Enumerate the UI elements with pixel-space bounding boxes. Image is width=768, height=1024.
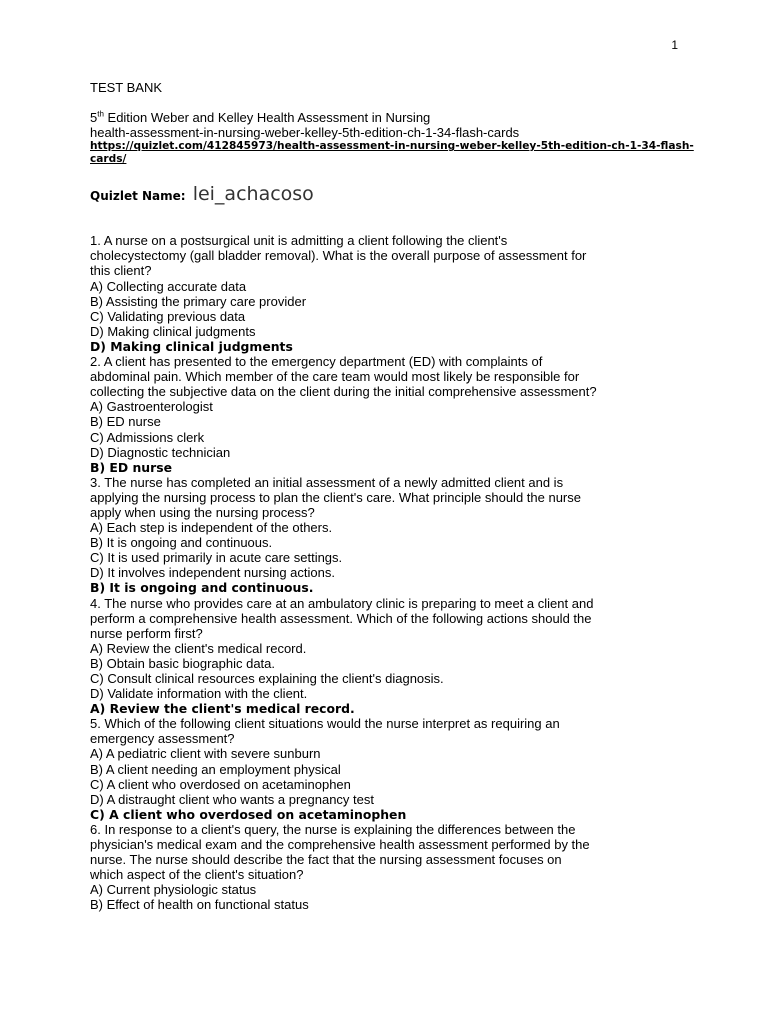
question-stem-line: 6. In response to a client's query, the nurse is explaining the differences between the [90, 821, 576, 837]
question-block [90, 822, 690, 913]
question-list [90, 233, 690, 912]
edition-number: 5 [90, 110, 98, 126]
quizlet-link-part2[interactable]: cards/ [90, 153, 127, 166]
answer-option: C) Validating previous data [90, 308, 246, 324]
question-block [90, 596, 690, 717]
question-stem-line: which aspect of the client's situation? [90, 867, 304, 883]
answer-option: A) Gastroenterologist [90, 399, 213, 415]
answer-option: D) It involves independent nursing actions. [90, 565, 335, 581]
correct-answer: D) Making clinical judgments [90, 338, 293, 354]
answer-option: B) Obtain basic biographic data. [90, 655, 275, 671]
answer-option: B) A client needing an employment physical [90, 761, 341, 777]
question-stem-line: 3. The nurse has completed an initial assessment of a newly admitted client and is [90, 474, 564, 490]
correct-answer: B) ED nurse [90, 459, 173, 475]
quizlet-name-value: lei_achacoso [192, 183, 314, 206]
quizlet-link-part1[interactable]: https://quizlet.com/412845973/health-assessment-in-nursing-weber-kelley-5th-edition-ch-1-34-flash- [90, 140, 694, 153]
answer-option: D) Validate information with the client. [90, 686, 308, 702]
answer-option: A) Each step is independent of the others. [90, 520, 333, 536]
question-block [90, 475, 690, 596]
quizlet-name-row [90, 183, 690, 205]
answer-option: C) Admissions clerk [90, 429, 205, 445]
doc-title: TEST BANK [90, 80, 163, 95]
question-stem-line: emergency assessment? [90, 731, 235, 747]
answer-option: C) It is used primarily in acute care settings. [90, 550, 343, 566]
edition-line [90, 110, 690, 125]
answer-option: A) Review the client's medical record. [90, 640, 307, 656]
correct-answer: B) It is ongoing and continuous. [90, 580, 314, 596]
edition-suffix: th [97, 109, 104, 119]
edition-text: Edition Weber and Kelley Health Assessment in Nursing [103, 110, 431, 126]
answer-option: A) Current physiologic status [90, 882, 257, 898]
quizlet-link[interactable] [90, 140, 694, 166]
question-stem-line: nurse perform first? [90, 625, 203, 641]
question-stem-line: 1. A nurse on a postsurgical unit is admitting a client following the client's [90, 233, 508, 249]
question-stem-line: abdominal pain. Which member of the care team would most likely be responsible for [90, 369, 580, 385]
answer-option: C) A client who overdosed on acetaminophen [90, 776, 351, 792]
question-stem-line: physician's medical exam and the comprehensive health assessment performed by the [90, 837, 590, 853]
question-stem-line: cholecystectomy (gall bladder removal). What is the overall purpose of assessment for [90, 248, 587, 264]
question-stem-line: 4. The nurse who provides care at an ambulatory clinic is preparing to meet a client and [90, 595, 594, 611]
page-number: 1 [671, 38, 678, 52]
answer-option: B) It is ongoing and continuous. [90, 535, 273, 551]
question-stem-line: this client? [90, 263, 152, 279]
correct-answer: C) A client who overdosed on acetaminophen [90, 806, 407, 822]
answer-option: A) Collecting accurate data [90, 278, 247, 294]
question-block [90, 233, 690, 354]
quizlet-name-label: Quizlet Name: [90, 189, 186, 204]
answer-option: D) A distraught client who wants a pregnancy test [90, 791, 374, 807]
answer-option: D) Making clinical judgments [90, 323, 256, 339]
question-block [90, 354, 690, 475]
answer-option: A) A pediatric client with severe sunburn [90, 746, 321, 762]
document-body [90, 80, 694, 913]
answer-option: D) Diagnostic technician [90, 444, 231, 460]
question-stem-line: perform a comprehensive health assessment. Which of the following actions should the [90, 610, 592, 626]
answer-option: B) Effect of health on functional status [90, 897, 309, 913]
slug-line: health-assessment-in-nursing-weber-kelley-5th-edition-ch-1-34-flash-cards [90, 125, 520, 141]
question-stem-line: collecting the subjective data on the client during the initial comprehensive assessment? [90, 384, 597, 400]
question-stem-line: 5. Which of the following client situations would the nurse interpret as requiring an [90, 716, 560, 732]
answer-option: B) Assisting the primary care provider [90, 293, 307, 309]
answer-option: C) Consult clinical resources explaining the client's diagnosis. [90, 671, 444, 686]
question-block [90, 716, 690, 822]
correct-answer: A) Review the client's medical record. [90, 701, 355, 717]
question-stem-line: apply when using the nursing process? [90, 504, 315, 520]
question-stem-line: 2. A client has presented to the emergency department (ED) with complaints of [90, 354, 543, 370]
answer-option: B) ED nurse [90, 414, 161, 430]
question-stem-line: nurse. The nurse should describe the fact that the nursing assessment focuses on [90, 852, 562, 868]
question-stem-line: applying the nursing process to plan the client's care. What principle should the nurse [90, 489, 581, 505]
